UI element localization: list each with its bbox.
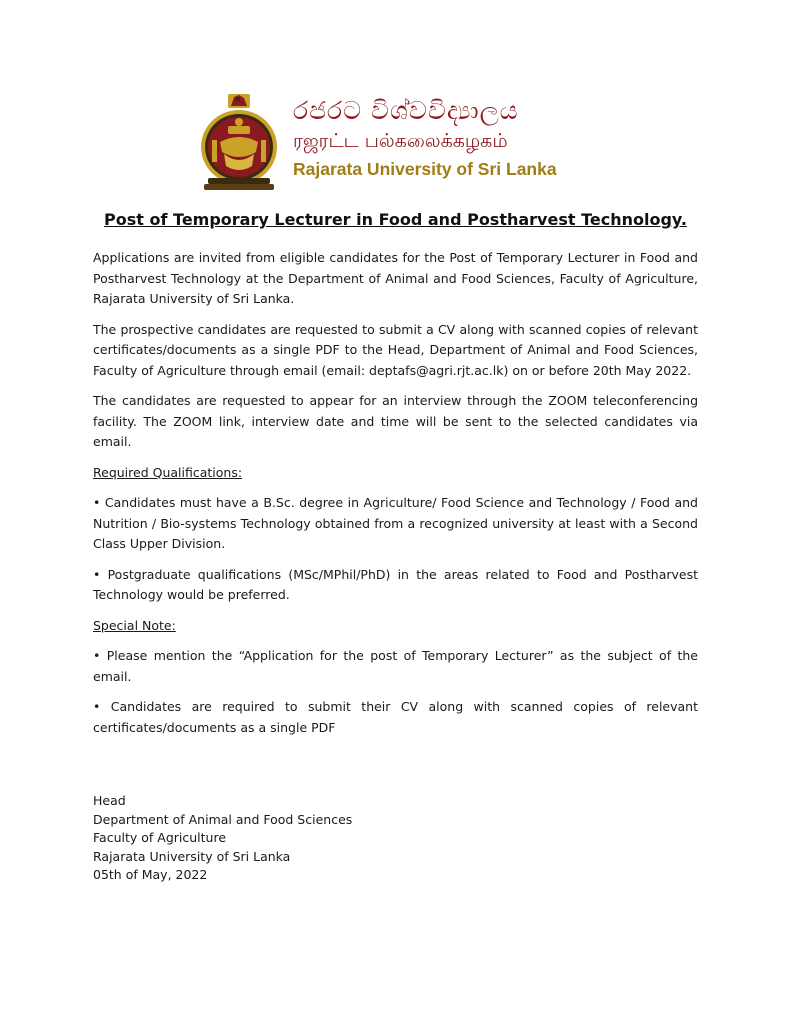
document-body [93, 248, 698, 885]
interview-paragraph: The candidates are requested to appear for an interview through the ZOOM teleconferencing facility. The ZOOM link, interview date and time will be sent to the selected candidates via email. [93, 393, 698, 449]
special-note-item: • Candidates are required to submit their CV along with scanned copies of relevant certificates/documents as a single PDF [93, 699, 698, 735]
university-name-sinhala: රජරට විශ්වවිද්‍යාලය [293, 96, 519, 125]
spacer [93, 748, 698, 792]
signature-line: Head [93, 793, 126, 808]
signature-date: 05th of May, 2022 [93, 867, 208, 882]
university-name-english: Rajarata University of Sri Lanka [293, 159, 557, 179]
signature-block [93, 792, 698, 885]
qualification-item: • Candidates must have a B.Sc. degree in Agriculture/ Food Science and Technology / Food and Nutrition / Bio-systems Technology obtained from a recognized university at least with a Second Class Upper Division. [93, 495, 698, 551]
required-qualifications-heading: Required Qualifications: [93, 464, 243, 480]
special-note-heading: Special Note: [93, 617, 176, 633]
signature-line: Department of Animal and Food Sciences [93, 811, 353, 827]
signature-line: Rajarata University of Sri Lanka [93, 848, 291, 864]
signature-line: Faculty of Agriculture [93, 830, 227, 845]
intro-paragraph: Applications are invited from eligible candidates for the Post of Temporary Lecturer in Food and Postharvest Technology at the Department of Animal and Food Sciences, Faculty of Agriculture, Rajarata University of Sri Lanka. [93, 250, 698, 306]
university-name-tamil: ரஜரட்ட பல்கலைக்கழகம் [293, 130, 508, 152]
letterhead [198, 88, 598, 194]
university-crest-logo [198, 92, 280, 192]
lion-emblem-icon [228, 94, 250, 108]
document-title: Post of Temporary Lecturer in Food and Postharvest Technology. [104, 210, 687, 229]
submission-paragraph: The prospective candidates are requested to submit a CV along with scanned copies of relevant certificates/documents as a single PDF to the Head, Department of Animal and Food Sciences, Faculty of Agriculture through email (email: deptafs@agri.rjt.ac.lk) on or before 20th May 2022. [93, 321, 698, 378]
special-note-item: • Please mention the “Application for the post of Temporary Lecturer” as the subject of the email. [93, 648, 698, 684]
qualification-item: • Postgraduate qualifications (MSc/MPhil/PhD) in the areas related to Food and Postharvest Technology would be preferred. [93, 566, 698, 602]
